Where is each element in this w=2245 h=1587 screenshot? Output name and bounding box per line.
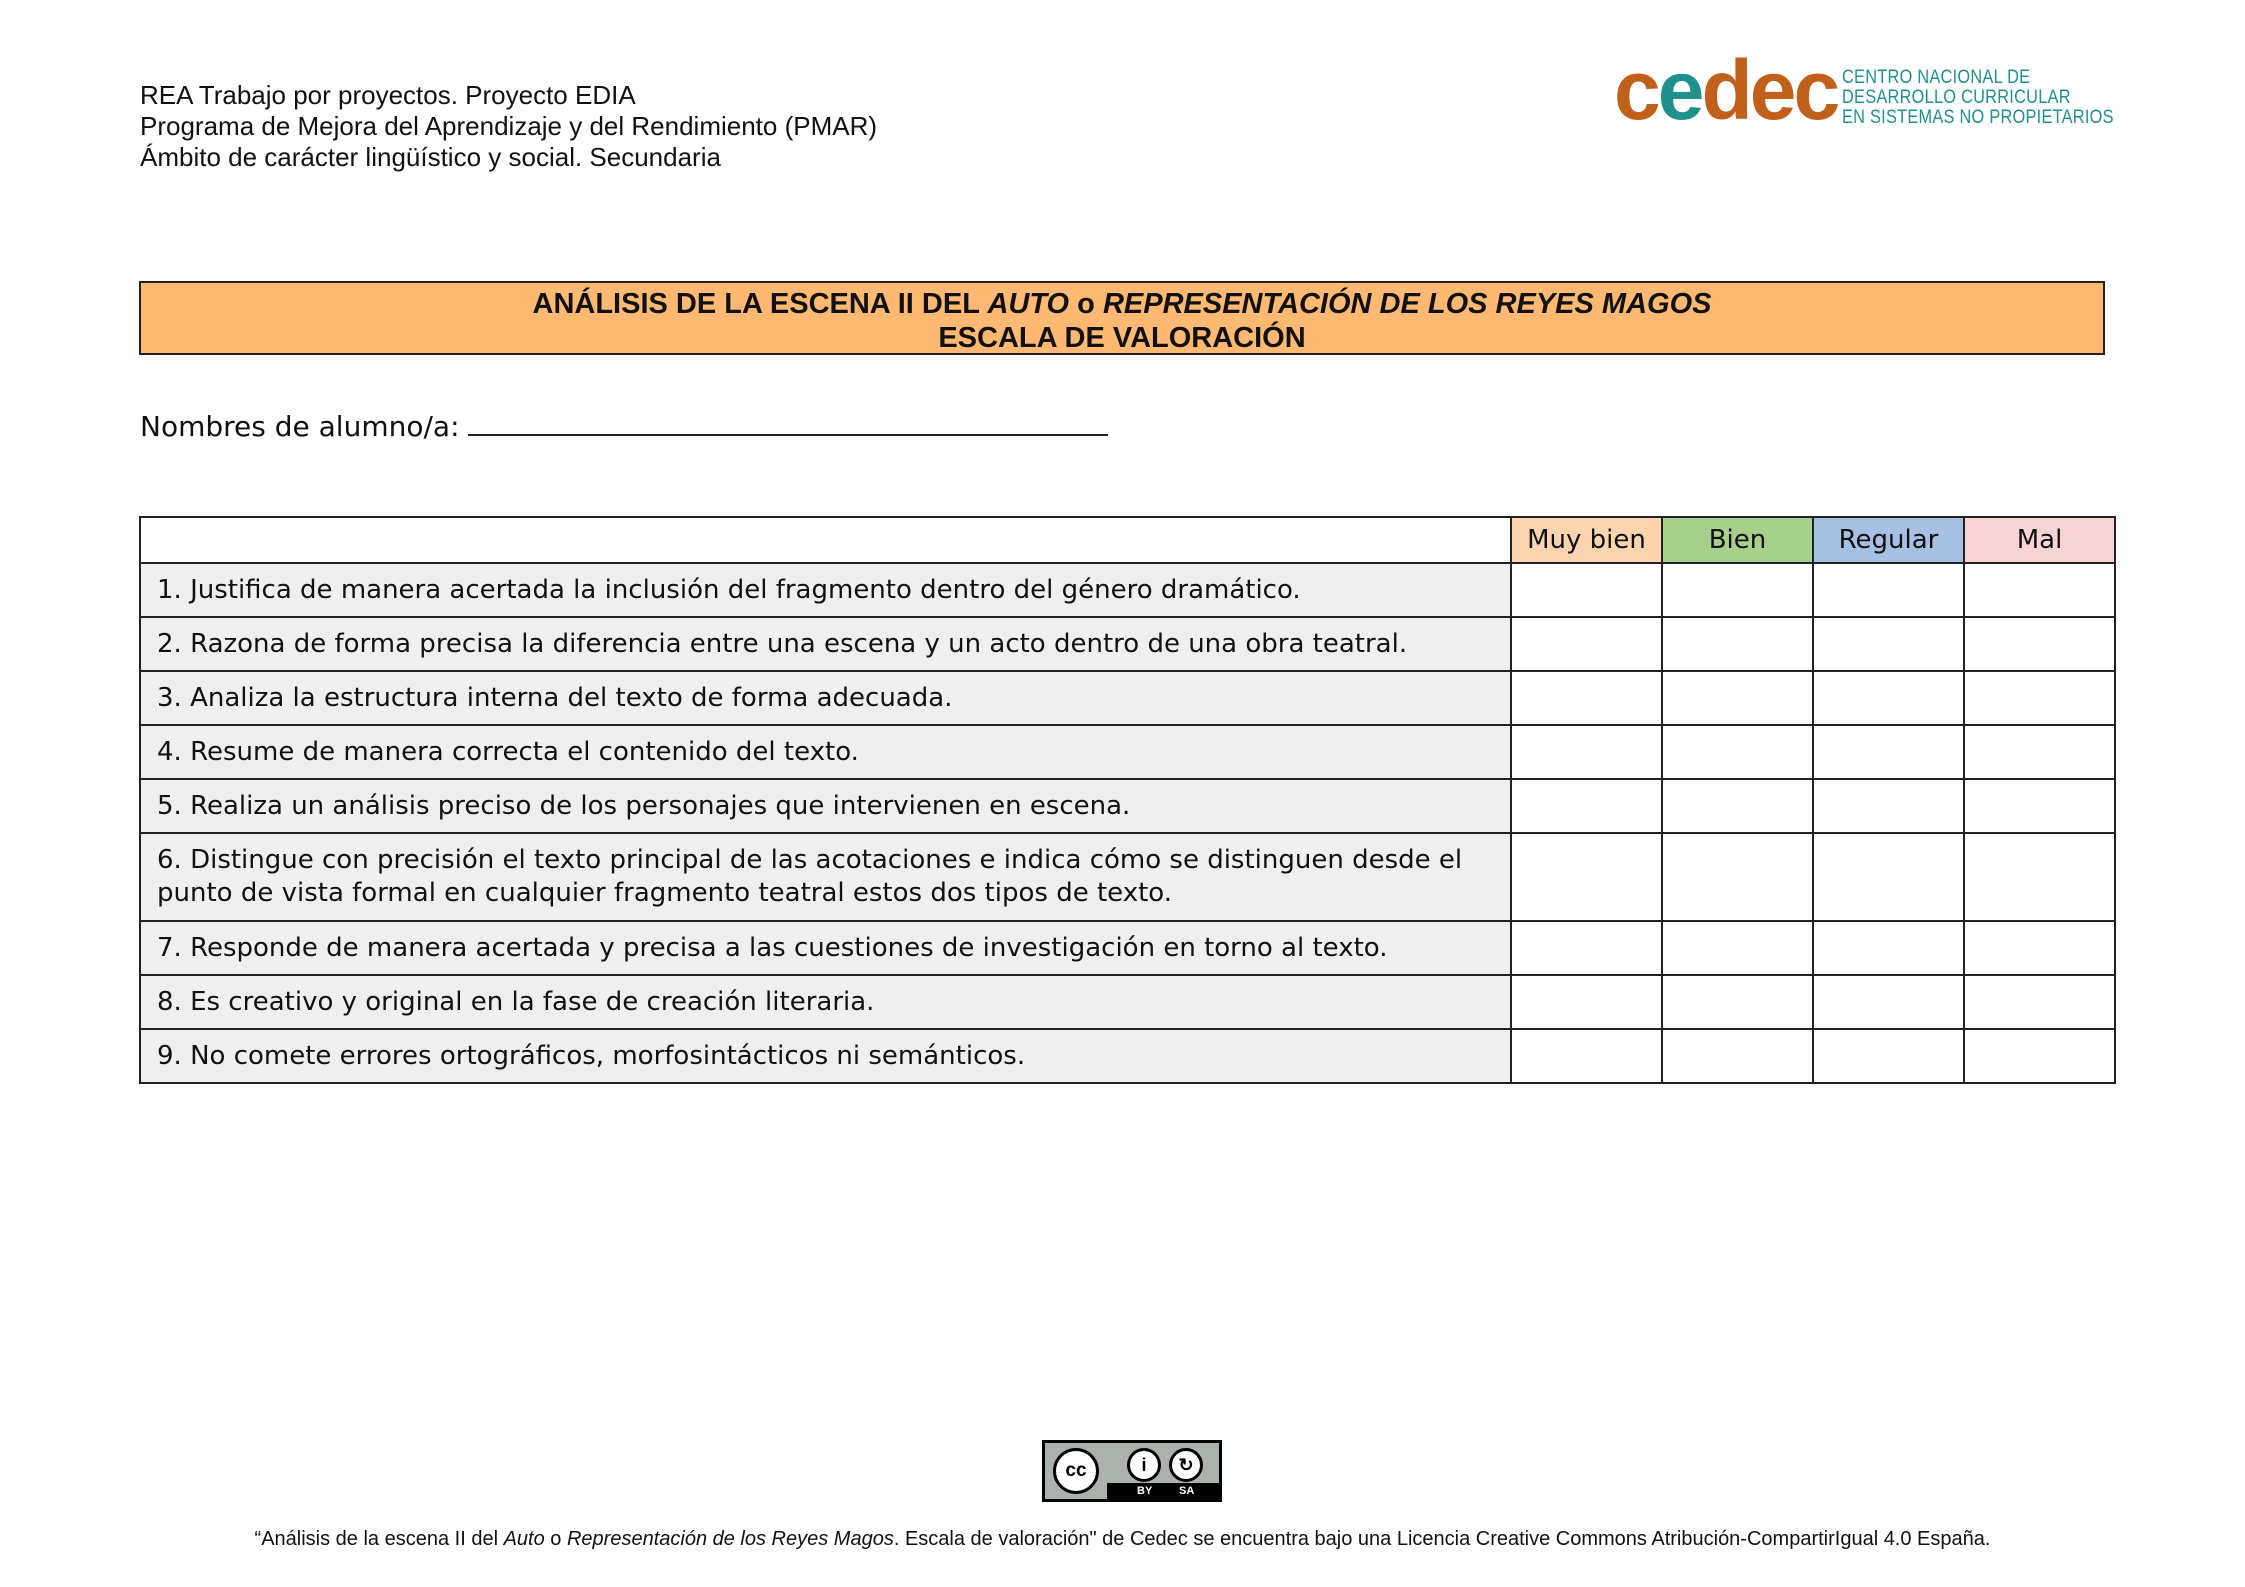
cedec-logo-text: CENTRO NACIONAL DE DESARROLLO CURRICULAR EN SISTEMAS NO PROPIETARIOS: [1842, 67, 2114, 128]
license-badge-bar: [1107, 1483, 1219, 1499]
rating-cell-regular[interactable]: [1813, 833, 1964, 921]
table-row: [140, 725, 2115, 779]
student-name-blank-line[interactable]: [468, 412, 1108, 436]
rating-cell-regular[interactable]: [1813, 617, 1964, 671]
rating-cell-muy-bien[interactable]: [1511, 725, 1662, 779]
rating-cell-muy-bien[interactable]: [1511, 563, 1662, 617]
criterion-cell: 7. Responde de manera acertada y precisa a las cuestiones de investigación en torno al texto.: [140, 921, 1511, 975]
rating-cell-bien[interactable]: [1662, 1029, 1813, 1083]
table-row: [140, 975, 2115, 1029]
share-alike-icon: ↻: [1169, 1448, 1203, 1482]
cc-icon: cc: [1053, 1448, 1099, 1494]
rating-cell-bien[interactable]: [1662, 725, 1813, 779]
rating-cell-mal[interactable]: [1964, 725, 2115, 779]
attribution-icon: i: [1127, 1448, 1161, 1482]
criterion-cell: 9. No comete errores ortográficos, morfosintácticos ni semánticos.: [140, 1029, 1511, 1083]
rating-cell-mal[interactable]: [1964, 921, 2115, 975]
table-row: [140, 563, 2115, 617]
criterion-cell: 5. Realiza un análisis preciso de los personajes que intervienen en escena.: [140, 779, 1511, 833]
rating-cell-regular[interactable]: [1813, 921, 1964, 975]
header-blank-cell: [140, 517, 1511, 563]
license-footer: “Análisis de la escena II del Auto o Representación de los Reyes Magos. Escala de valoración" de Cedec se encuentra bajo una Licencia Creative Commons Atribución-CompartirIgual 4.0 España.: [254, 1528, 1991, 1550]
table-row: [140, 921, 2115, 975]
column-header-regular: Regular: [1813, 517, 1964, 563]
rating-cell-muy-bien[interactable]: [1511, 779, 1662, 833]
rating-cell-regular[interactable]: [1813, 725, 1964, 779]
header-line-2: Programa de Mejora del Aprendizaje y del Rendimiento (PMAR): [140, 111, 878, 141]
rating-cell-muy-bien[interactable]: [1511, 975, 1662, 1029]
rating-cell-regular[interactable]: [1813, 975, 1964, 1029]
rating-cell-mal[interactable]: [1964, 975, 2115, 1029]
rating-cell-regular[interactable]: [1813, 671, 1964, 725]
table-row: [140, 1029, 2115, 1083]
cedec-logo-word: cedec: [1614, 43, 1838, 137]
table-row: [140, 671, 2115, 725]
criterion-cell: 2. Razona de forma precisa la diferencia entre una escena y un acto dentro de una obra teatral.: [140, 617, 1511, 671]
rating-cell-muy-bien[interactable]: [1511, 833, 1662, 921]
student-name-field: [140, 410, 1108, 443]
rating-cell-bien[interactable]: [1662, 975, 1813, 1029]
rating-scale-table: [139, 516, 2116, 1084]
rating-cell-mal[interactable]: [1964, 833, 2115, 921]
title-line-1: ANÁLISIS DE LA ESCENA II DEL AUTO o REPRESENTACIÓN DE LOS REYES MAGOS: [532, 288, 1712, 320]
title-box: [139, 281, 2105, 355]
rating-cell-bien[interactable]: [1662, 833, 1813, 921]
document-header: [140, 80, 877, 173]
rating-cell-mal[interactable]: [1964, 671, 2115, 725]
criterion-cell: 6. Distingue con precisión el texto principal de las acotaciones e indica cómo se distinguen desde el punto de vista formal en cualquier fragmento teatral estos dos tipos de texto.: [140, 833, 1511, 921]
rating-cell-bien[interactable]: [1662, 921, 1813, 975]
rating-cell-mal[interactable]: [1964, 779, 2115, 833]
rating-cell-muy-bien[interactable]: [1511, 921, 1662, 975]
title-line-2: ESCALA DE VALORACIÓN: [938, 322, 1306, 354]
table-row: [140, 833, 2115, 921]
student-name-label: Nombres de alumno/a:: [140, 410, 460, 443]
rating-cell-mal[interactable]: [1964, 563, 2115, 617]
column-header-muy-bien: Muy bien: [1511, 517, 1662, 563]
license-sa-label: SA: [1179, 1485, 1195, 1497]
cedec-logo: [1614, 43, 2114, 137]
criterion-cell: 1. Justifica de manera acertada la inclusión del fragmento dentro del género dramático.: [140, 563, 1511, 617]
criterion-cell: 8. Es creativo y original en la fase de creación literaria.: [140, 975, 1511, 1029]
rating-cell-muy-bien[interactable]: [1511, 1029, 1662, 1083]
table-row: [140, 779, 2115, 833]
header-line-1: REA Trabajo por proyectos. Proyecto EDIA: [140, 80, 636, 110]
rating-cell-muy-bien[interactable]: [1511, 617, 1662, 671]
rating-cell-bien[interactable]: [1662, 563, 1813, 617]
criterion-cell: 4. Resume de manera correcta el contenido del texto.: [140, 725, 1511, 779]
rating-cell-bien[interactable]: [1662, 671, 1813, 725]
criterion-cell: 3. Analiza la estructura interna del texto de forma adecuada.: [140, 671, 1511, 725]
rating-cell-regular[interactable]: [1813, 779, 1964, 833]
rating-cell-bien[interactable]: [1662, 779, 1813, 833]
rating-cell-regular[interactable]: [1813, 563, 1964, 617]
column-header-bien: Bien: [1662, 517, 1813, 563]
rating-cell-bien[interactable]: [1662, 617, 1813, 671]
column-header-mal: Mal: [1964, 517, 2115, 563]
rating-cell-mal[interactable]: [1964, 1029, 2115, 1083]
rating-cell-muy-bien[interactable]: [1511, 671, 1662, 725]
license-by-label: BY: [1137, 1485, 1153, 1497]
table-row: [140, 617, 2115, 671]
header-line-3: Ámbito de carácter lingüístico y social. Secundaria: [140, 142, 721, 172]
rating-cell-mal[interactable]: [1964, 617, 2115, 671]
creative-commons-badge[interactable]: [1042, 1440, 1222, 1502]
rating-cell-regular[interactable]: [1813, 1029, 1964, 1083]
